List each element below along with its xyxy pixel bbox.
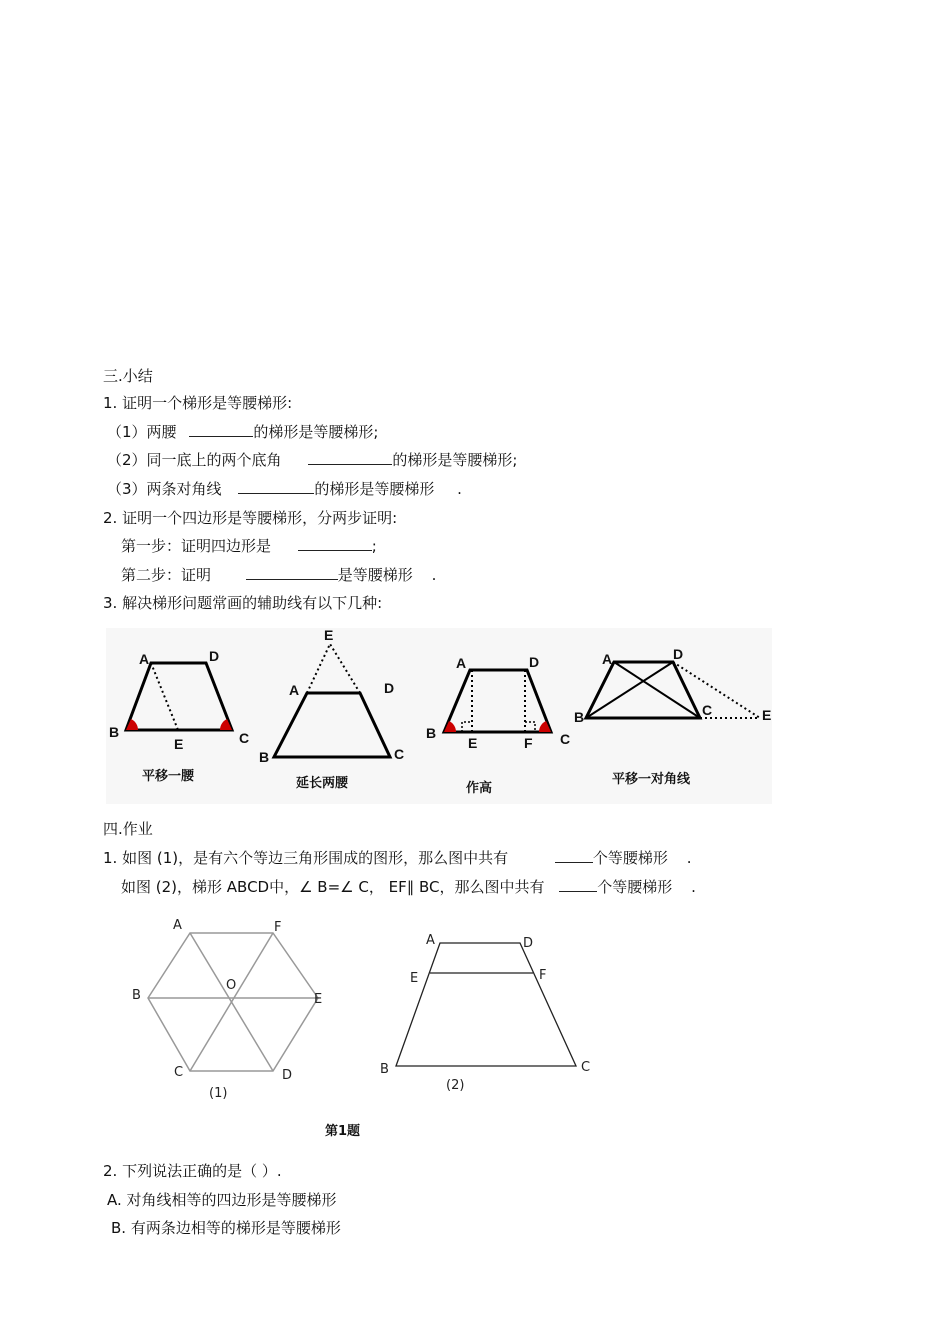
label-E: E — [468, 735, 478, 751]
hexagon-figure — [148, 933, 318, 1071]
condition-2-suffix: 的梯形是等腰梯形; — [392, 451, 518, 469]
label-D: D — [209, 648, 220, 664]
trap-label-E: E — [410, 971, 419, 986]
trapezoid-figure — [396, 943, 576, 1066]
blank-q1b[interactable] — [559, 877, 597, 892]
step-2-dot: . — [431, 566, 437, 584]
trap-label-A: A — [426, 933, 435, 948]
label-E: E — [762, 707, 772, 723]
trap-caption: (2) — [446, 1078, 465, 1093]
question-1-dot-2: . — [691, 878, 696, 896]
trap-label-D: D — [523, 936, 534, 951]
label-D: D — [673, 646, 684, 662]
question-1-line-2 — [121, 877, 696, 897]
step-1-suffix: ; — [371, 537, 377, 555]
option-b[interactable]: B. 有两条边相等的梯形是等腰梯形 — [111, 1219, 341, 1237]
question-1b: 个等腰梯形 — [592, 849, 668, 867]
hex-label-F: F — [274, 920, 282, 935]
step-2-prefix: 第二步：证明 — [121, 566, 212, 584]
caption-extend-legs: 延长两腰 — [296, 776, 349, 791]
label-A: A — [139, 651, 150, 667]
summary-item-2: 2. 证明一个四边形是等腰梯形，分两步证明: — [103, 509, 398, 527]
hex-label-O: O — [226, 978, 237, 993]
caption-translate-leg: 平移一腰 — [142, 769, 195, 784]
hex-label-A: A — [173, 918, 182, 933]
hex-label-D: D — [282, 1068, 293, 1083]
label-B: B — [426, 725, 437, 741]
trap-label-B: B — [380, 1062, 389, 1077]
trap-label-C: C — [581, 1060, 591, 1075]
label-C: C — [560, 731, 571, 747]
summary-item-1: 1. 证明一个梯形是等腰梯形: — [103, 394, 293, 412]
label-B: B — [109, 724, 120, 740]
label-B: B — [574, 709, 585, 725]
label-D: D — [384, 680, 395, 696]
caption-translate-diagonal: 平移一对角线 — [612, 772, 691, 787]
hex-label-C: C — [174, 1065, 184, 1080]
hex-label-B: B — [132, 988, 141, 1003]
condition-1-suffix: 的梯形是等腰梯形; — [253, 423, 379, 441]
trap-label-F: F — [539, 968, 547, 983]
trapezoid-outline — [396, 943, 576, 1066]
label-A: A — [456, 655, 467, 671]
question-1d: 个等腰梯形 — [597, 878, 673, 896]
option-a[interactable]: A. 对角线相等的四边形是等腰梯形 — [107, 1191, 337, 1209]
summary-heading: 三.小结 — [103, 367, 153, 385]
question-1a: 1. 如图 (1)，是有六个等边三角形围成的图形，那么图中共有 — [103, 849, 509, 867]
label-A: A — [289, 682, 300, 698]
hex-caption: (1) — [209, 1086, 228, 1101]
label-E: E — [174, 736, 184, 752]
label-C: C — [394, 746, 405, 762]
summary-item-3: 3. 解决梯形问题常画的辅助线有以下几种: — [103, 594, 383, 612]
blank-q1a[interactable] — [555, 848, 593, 863]
hex-label-E: E — [314, 992, 323, 1007]
label-B: B — [259, 749, 270, 765]
condition-3-dot: . — [457, 480, 462, 498]
label-C: C — [702, 702, 713, 718]
question-2: 2. 下列说法正确的是（ ）. — [103, 1162, 282, 1180]
figure-title: 第1题 — [325, 1124, 361, 1139]
condition-2-prefix: （2）同一底上的两个底角 — [107, 451, 282, 469]
question-1-dot-1: . — [686, 849, 692, 867]
label-D: D — [529, 654, 540, 670]
label-F: F — [524, 735, 533, 751]
label-A: A — [602, 651, 613, 667]
question-1-line-1 — [103, 848, 691, 868]
question-1c: 如图 (2)，梯形 ABCD中，∠ B=∠ C， EF∥ BC，那么图中共有 — [121, 878, 545, 896]
hexagon-outline — [148, 933, 318, 1071]
caption-heights: 作高 — [466, 781, 493, 796]
condition-1-prefix: （1）两腰 — [107, 423, 177, 441]
step-2-suffix: 是等腰梯形 — [337, 566, 413, 584]
condition-3-suffix: 的梯形是等腰梯形 — [314, 480, 435, 498]
label-C: C — [239, 730, 250, 746]
label-E: E — [324, 627, 334, 643]
step-1-prefix: 第一步：证明四边形是 — [121, 537, 272, 555]
condition-3-prefix: （3）两条对角线 — [107, 480, 222, 498]
homework-heading: 四.作业 — [103, 820, 153, 838]
